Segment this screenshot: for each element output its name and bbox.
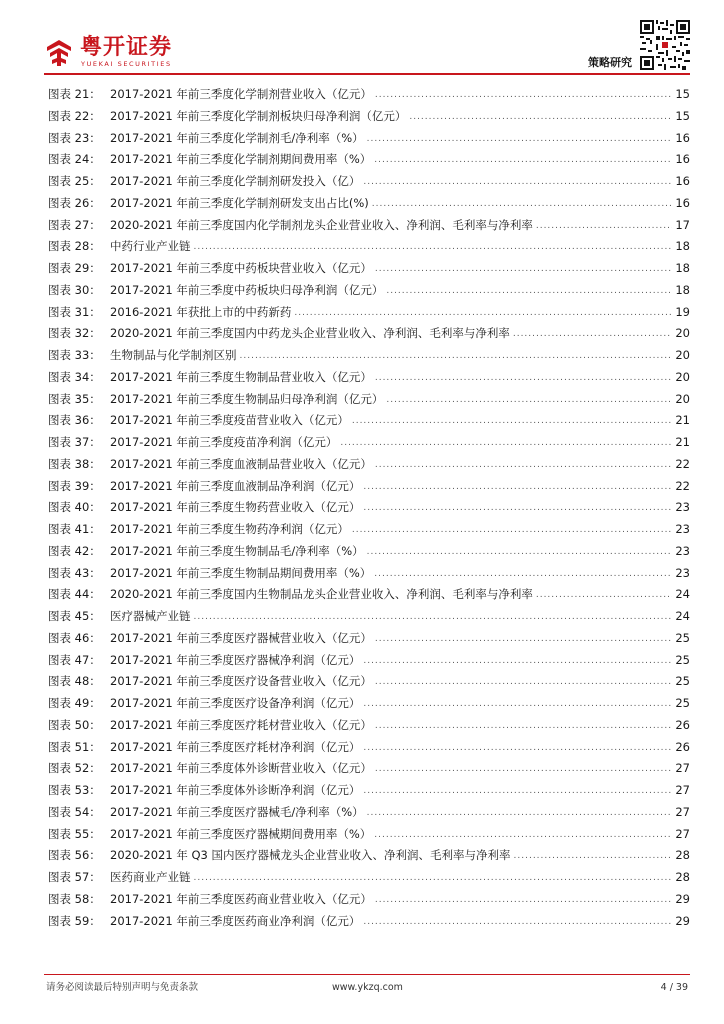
toc-entry[interactable]	[48, 563, 690, 585]
toc-entry-title: 2017-2021 年前三季度医药商业净利润（亿元）	[110, 913, 361, 928]
toc-entry-number: 图表 34：	[48, 369, 101, 384]
toc-dot-leader	[352, 520, 673, 542]
toc-entry-title: 2020-2021 年前三季度国内化学制剂龙头企业营业收入、净利润、毛利率与净利率	[110, 217, 533, 232]
toc-entry-title: 2017-2021 年前三季度医药商业营业收入（亿元）	[110, 891, 372, 906]
toc-entry-title: 2017-2021 年前三季度生物药营业收入（亿元）	[110, 500, 361, 515]
toc-entry-title: 2017-2021 年前三季度生物制品归母净利润（亿元）	[110, 391, 384, 406]
toc-entry-page: 27	[675, 804, 690, 819]
toc-dot-leader	[294, 303, 672, 325]
toc-entry-number: 图表 49：	[48, 696, 101, 710]
toc-entry[interactable]	[48, 323, 690, 345]
toc-entry-title: 2017-2021 年前三季度医疗耗材净利润（亿元）	[110, 739, 361, 754]
toc-dot-leader	[375, 716, 673, 738]
toc-dot-leader	[375, 759, 673, 781]
toc-entry-title: 2017-2021 年前三季度医疗器械营业收入（亿元）	[110, 630, 372, 645]
toc-entry-title: 2020-2021 年前三季度国内中药龙头企业营业收入、净利润、毛利率与净利率	[110, 326, 510, 341]
toc-entry-title: 2017-2021 年前三季度医疗耗材营业收入（亿元）	[110, 717, 372, 732]
toc-entry-number: 图表 46：	[48, 630, 101, 645]
toc-entry-title: 2017-2021 年前三季度疫苗营业收入（亿元）	[110, 413, 349, 428]
toc-dot-leader	[375, 368, 673, 390]
toc-entry[interactable]	[48, 454, 690, 476]
toc-entry-page: 22	[675, 456, 690, 471]
toc-entry-title: 2017-2021 年前三季度化学制剂毛/净利率（%）	[110, 130, 364, 145]
toc-entry[interactable]	[48, 302, 690, 324]
toc-entry-number: 图表 42：	[48, 543, 101, 558]
toc-entry[interactable]	[48, 606, 690, 628]
toc-entry[interactable]	[48, 519, 690, 541]
toc-dot-leader	[386, 390, 672, 412]
figure-index-list	[48, 84, 690, 932]
toc-entry[interactable]	[48, 476, 690, 498]
toc-entry-number: 图表 24：	[48, 152, 101, 167]
toc-entry[interactable]	[48, 715, 690, 737]
toc-entry-number: 图表 58：	[48, 891, 101, 906]
toc-entry-page: 18	[675, 239, 690, 254]
toc-entry[interactable]	[48, 432, 690, 454]
toc-entry-number: 图表 26：	[48, 195, 101, 210]
toc-entry-title: 2017-2021 年前三季度生物药净利润（亿元）	[110, 522, 349, 536]
toc-entry-page: 16	[675, 152, 690, 167]
toc-entry-page: 27	[675, 761, 690, 776]
toc-dot-leader	[194, 237, 673, 259]
toc-entry-number: 图表 56：	[48, 848, 101, 863]
toc-entry[interactable]	[48, 541, 690, 563]
toc-entry[interactable]	[48, 389, 690, 411]
toc-entry-title: 2017-2021 年前三季度疫苗净利润（亿元）	[110, 435, 338, 449]
toc-entry-number: 图表 39：	[48, 478, 101, 493]
toc-entry-number: 图表 31：	[48, 304, 101, 319]
toc-entry-page: 20	[675, 391, 690, 406]
toc-dot-leader	[375, 85, 673, 107]
toc-entry-page: 28	[675, 870, 690, 884]
toc-entry-page: 20	[675, 369, 690, 384]
footer-disclaimer[interactable]: 请务必阅读最后特别声明与免责条款	[46, 982, 199, 993]
toc-entry-number: 图表 51：	[48, 739, 101, 754]
toc-dot-leader	[194, 868, 673, 890]
toc-entry-number: 图表 25：	[48, 174, 101, 188]
brand-name: 粤开证券	[80, 35, 173, 60]
toc-entry-number: 图表 23：	[48, 130, 101, 145]
toc-entry[interactable]	[48, 867, 690, 889]
toc-entry-number: 图表 22：	[48, 108, 101, 123]
toc-dot-leader	[363, 651, 672, 673]
toc-dot-leader	[375, 259, 673, 281]
toc-entry[interactable]	[48, 628, 690, 650]
toc-entry-title: 2017-2021 年前三季度生物制品毛/净利率（%）	[110, 543, 364, 558]
toc-entry-page: 23	[675, 565, 690, 580]
toc-entry-page: 18	[675, 282, 690, 297]
toc-entry-title: 医药商业产业链	[110, 870, 191, 884]
header-divider	[44, 73, 690, 75]
toc-entry[interactable]	[48, 345, 690, 367]
toc-entry-page: 21	[675, 413, 690, 428]
toc-entry-page: 29	[675, 913, 690, 928]
toc-entry-title: 2017-2021 年前三季度医疗器械毛/净利率（%）	[110, 804, 364, 819]
toc-entry[interactable]	[48, 802, 690, 824]
toc-entry[interactable]	[48, 780, 690, 802]
toc-entry-title: 2017-2021 年前三季度生物制品营业收入（亿元）	[110, 369, 372, 384]
toc-entry-page: 29	[675, 891, 690, 906]
toc-entry-number: 图表 48：	[48, 674, 101, 689]
toc-entry-page: 23	[675, 543, 690, 558]
toc-entry[interactable]	[48, 106, 690, 128]
toc-entry-title: 2017-2021 年前三季度化学制剂研发投入（亿）	[110, 174, 361, 188]
toc-entry[interactable]	[48, 84, 690, 106]
toc-entry-number: 图表 50：	[48, 717, 101, 732]
toc-entry-title: 生物制品与化学制剂区别	[110, 348, 237, 362]
toc-dot-leader	[386, 281, 672, 303]
toc-entry-number: 图表 57：	[48, 870, 101, 884]
qr-code-icon	[640, 20, 690, 70]
toc-entry-number: 图表 54：	[48, 804, 101, 819]
toc-entry-number: 图表 21：	[48, 87, 101, 101]
toc-entry-page: 15	[675, 108, 690, 123]
toc-entry-number: 图表 37：	[48, 435, 101, 449]
toc-entry[interactable]	[48, 171, 690, 193]
toc-entry[interactable]	[48, 367, 690, 389]
toc-entry-number: 图表 27：	[48, 217, 101, 232]
toc-entry[interactable]	[48, 236, 690, 258]
toc-entry-page: 25	[675, 696, 690, 710]
page-number: 4 / 39	[660, 982, 688, 993]
toc-entry-page: 24	[675, 609, 690, 623]
toc-entry[interactable]	[48, 193, 690, 215]
toc-dot-leader	[367, 129, 673, 151]
toc-entry-title: 2017-2021 年前三季度化学制剂板块归母净利润（亿元）	[110, 108, 407, 123]
toc-dot-leader	[375, 629, 673, 651]
toc-entry-title: 2017-2021 年前三季度血液制品营业收入（亿元）	[110, 456, 372, 471]
section-label: 策略研究	[588, 56, 632, 69]
toc-entry-title: 2017-2021 年前三季度医疗器械净利润（亿元）	[110, 652, 361, 667]
toc-entry-page: 16	[675, 195, 690, 210]
toc-entry-number: 图表 38：	[48, 456, 101, 471]
toc-entry-number: 图表 28：	[48, 239, 101, 254]
toc-entry-page: 18	[675, 261, 690, 275]
toc-entry[interactable]	[48, 280, 690, 302]
toc-entry-page: 23	[675, 500, 690, 515]
toc-dot-leader	[536, 216, 673, 238]
page-header	[0, 0, 724, 80]
toc-entry[interactable]	[48, 911, 690, 933]
toc-entry-number: 图表 44：	[48, 587, 101, 602]
toc-entry[interactable]	[48, 671, 690, 693]
toc-entry-title: 2017-2021 年前三季度血液制品净利润（亿元）	[110, 478, 361, 493]
toc-entry[interactable]	[48, 410, 690, 432]
toc-entry[interactable]	[48, 845, 690, 867]
toc-dot-leader	[367, 542, 673, 564]
toc-entry[interactable]	[48, 584, 690, 606]
toc-entry-page: 26	[675, 717, 690, 732]
toc-entry-page: 19	[675, 304, 690, 319]
toc-entry-page: 25	[675, 674, 690, 689]
toc-entry-title: 2017-2021 年前三季度体外诊断营业收入（亿元）	[110, 761, 372, 776]
toc-entry-page: 21	[675, 435, 690, 449]
toc-entry-title: 2017-2021 年前三季度体外诊断净利润（亿元）	[110, 783, 361, 797]
toc-entry[interactable]	[48, 737, 690, 759]
toc-dot-leader	[363, 477, 672, 499]
toc-entry[interactable]	[48, 693, 690, 715]
yuekai-logo-icon	[44, 38, 74, 68]
toc-entry-title: 2017-2021 年前三季度生物制品期间费用率（%）	[110, 565, 372, 580]
toc-entry-title: 2016-2021 年获批上市的中药新药	[110, 304, 292, 319]
toc-dot-leader	[363, 912, 672, 934]
footer-divider	[44, 974, 690, 975]
toc-entry-number: 图表 29：	[48, 261, 101, 275]
toc-entry-page: 27	[675, 783, 690, 797]
toc-entry-page: 23	[675, 522, 690, 536]
toc-dot-leader	[374, 825, 672, 847]
toc-dot-leader	[375, 672, 673, 694]
toc-entry-page: 17	[675, 217, 690, 232]
toc-entry-number: 图表 53：	[48, 783, 101, 797]
toc-entry-number: 图表 36：	[48, 413, 101, 428]
toc-dot-leader	[363, 781, 672, 803]
toc-entry-page: 28	[675, 848, 690, 863]
toc-dot-leader	[363, 738, 672, 760]
toc-entry-number: 图表 32：	[48, 326, 101, 341]
toc-entry-title: 2017-2021 年前三季度中药板块归母净利润（亿元）	[110, 282, 384, 297]
toc-entry-title: 2017-2021 年前三季度化学制剂营业收入（亿元）	[110, 87, 372, 101]
toc-entry-title: 2017-2021 年前三季度化学制剂研发支出占比(%)	[110, 195, 369, 210]
toc-dot-leader	[363, 172, 672, 194]
toc-entry-number: 图表 52：	[48, 761, 101, 776]
brand-name-en: YUEKAI SECURITIES	[81, 60, 172, 68]
toc-dot-leader	[363, 694, 672, 716]
toc-entry-title: 2017-2021 年前三季度医疗设备营业收入（亿元）	[110, 674, 372, 689]
toc-entry-title: 2020-2021 年前三季度国内生物制品龙头企业营业收入、净利润、毛利率与净利率	[110, 587, 533, 602]
toc-entry-page: 16	[675, 130, 690, 145]
toc-entry-number: 图表 59：	[48, 913, 101, 928]
toc-dot-leader	[374, 564, 672, 586]
toc-entry-page: 25	[675, 630, 690, 645]
footer-website[interactable]: www.ykzq.com	[332, 982, 403, 993]
toc-dot-leader	[513, 324, 673, 346]
toc-entry-number: 图表 55：	[48, 826, 101, 841]
toc-dot-leader	[240, 346, 673, 368]
toc-entry-number: 图表 33：	[48, 348, 101, 362]
toc-entry-page: 26	[675, 739, 690, 754]
toc-dot-leader	[363, 498, 672, 520]
toc-entry-number: 图表 43：	[48, 565, 101, 580]
toc-entry-number: 图表 47：	[48, 652, 101, 667]
toc-dot-leader	[375, 455, 673, 477]
toc-entry-page: 20	[675, 348, 690, 362]
toc-entry-number: 图表 30：	[48, 282, 101, 297]
toc-dot-leader	[194, 607, 673, 629]
toc-dot-leader	[367, 803, 673, 825]
toc-entry-page: 22	[675, 478, 690, 493]
toc-dot-leader	[409, 107, 672, 129]
toc-entry-page: 15	[675, 87, 690, 101]
toc-entry-title: 2017-2021 年前三季度医疗器械期间费用率（%）	[110, 826, 372, 841]
toc-entry-title: 2020-2021 年 Q3 国内医疗器械龙头企业营业收入、净利润、毛利率与净利率	[110, 848, 511, 863]
toc-entry-title: 2017-2021 年前三季度中药板块营业收入（亿元）	[110, 261, 372, 275]
toc-entry-number: 图表 45：	[48, 609, 101, 623]
toc-dot-leader	[352, 411, 673, 433]
toc-entry-page: 27	[675, 826, 690, 841]
toc-entry[interactable]	[48, 889, 690, 911]
toc-entry-title: 中药行业产业链	[110, 239, 191, 254]
toc-entry-page: 20	[675, 326, 690, 341]
toc-entry-page: 24	[675, 587, 690, 602]
toc-entry[interactable]	[48, 149, 690, 171]
toc-entry[interactable]	[48, 497, 690, 519]
toc-dot-leader	[514, 846, 673, 868]
toc-entry[interactable]	[48, 650, 690, 672]
toc-dot-leader	[372, 194, 673, 216]
toc-entry-title: 医疗器械产业链	[110, 609, 191, 623]
toc-entry[interactable]	[48, 215, 690, 237]
toc-entry-number: 图表 35：	[48, 391, 101, 406]
toc-entry[interactable]	[48, 258, 690, 280]
toc-entry-page: 16	[675, 174, 690, 188]
page-footer	[44, 980, 690, 996]
toc-entry-title: 2017-2021 年前三季度医疗设备净利润（亿元）	[110, 696, 361, 710]
toc-entry-number: 图表 40：	[48, 500, 101, 515]
toc-entry-title: 2017-2021 年前三季度化学制剂期间费用率（%）	[110, 152, 372, 167]
toc-entry[interactable]	[48, 128, 690, 150]
toc-dot-leader	[536, 585, 673, 607]
toc-entry-page: 25	[675, 652, 690, 667]
toc-entry-number: 图表 41：	[48, 522, 101, 536]
toc-dot-leader	[374, 150, 672, 172]
toc-dot-leader	[340, 433, 672, 455]
toc-dot-leader	[375, 890, 673, 912]
toc-entry[interactable]	[48, 758, 690, 780]
toc-entry[interactable]	[48, 824, 690, 846]
